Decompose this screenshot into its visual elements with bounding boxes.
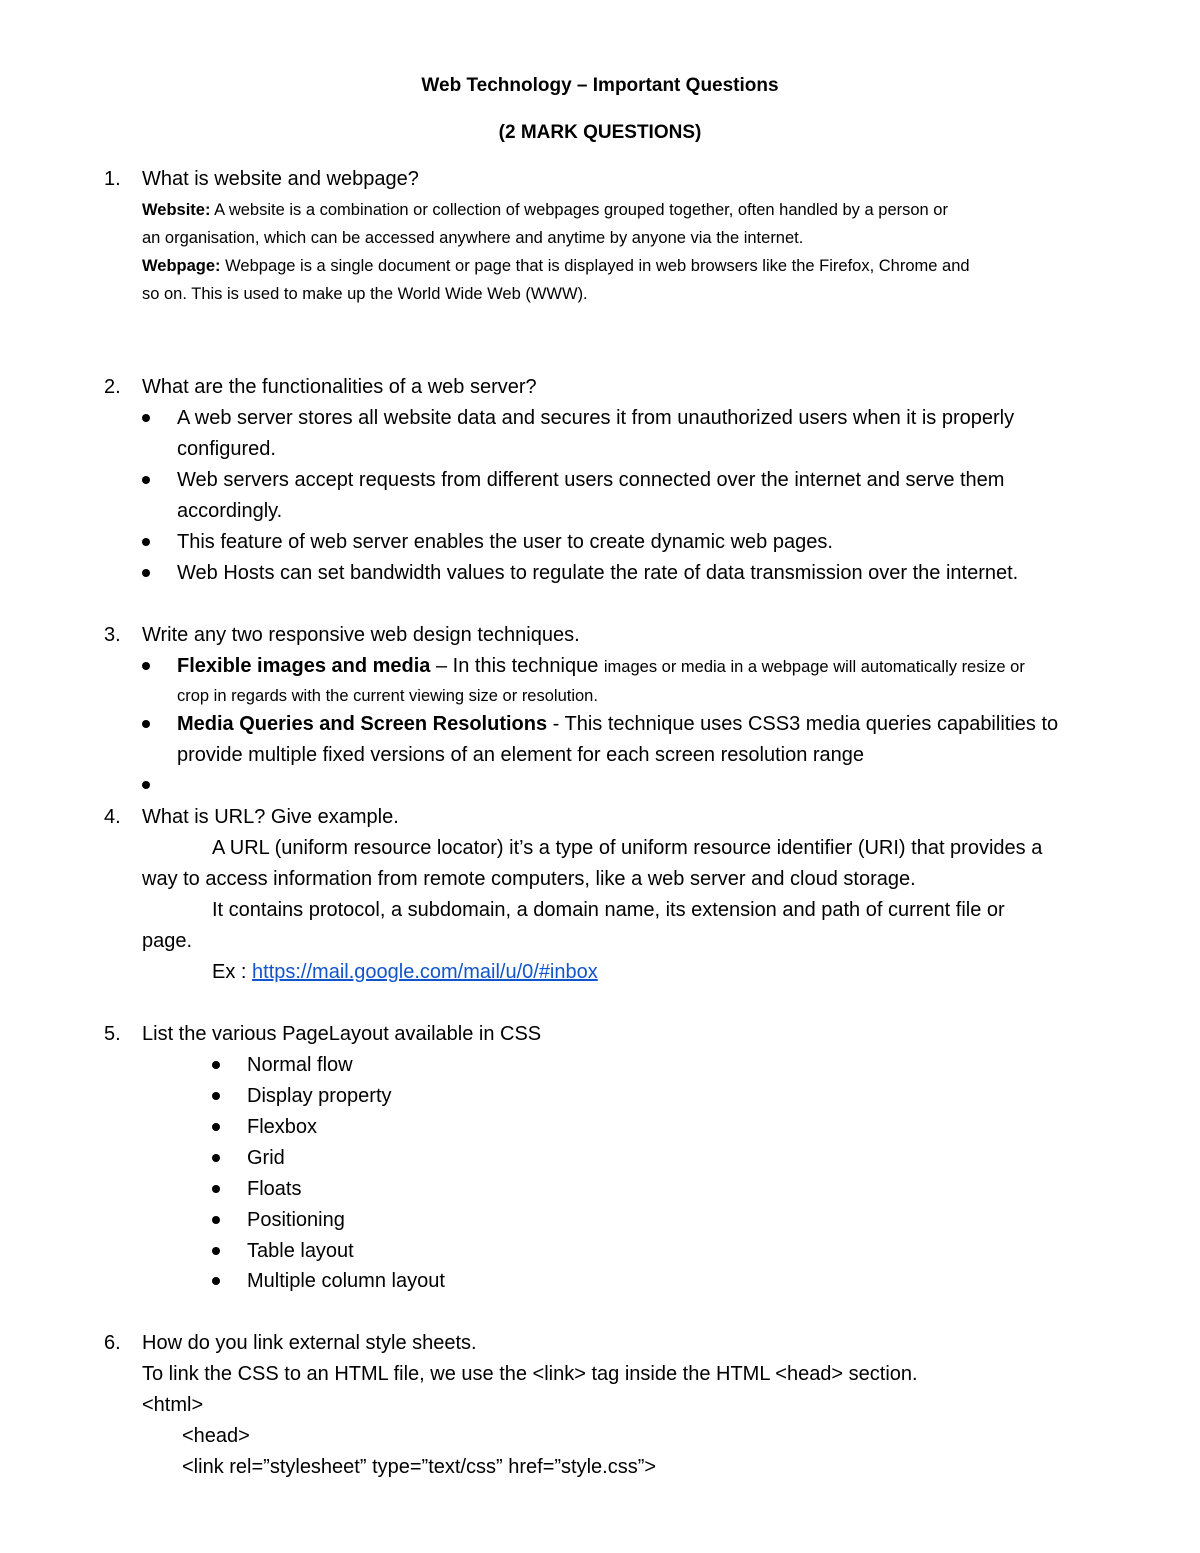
list-item: Positioning (247, 1209, 345, 1231)
code-line: <link rel=”stylesheet” type=”text/css” href=”style.css”> (182, 1456, 657, 1478)
answer-line: page. (142, 930, 193, 952)
bullet-icon (142, 476, 150, 484)
website-text: A website is a combination or collection of webpages grouped together, often handled by a person or (214, 201, 948, 219)
bullet-icon (142, 781, 150, 789)
list-item: Normal flow (247, 1054, 353, 1076)
technique-title: Media Queries and Screen Resolutions (177, 713, 548, 735)
question-number: 1. (104, 168, 121, 190)
bullet-icon (142, 662, 150, 670)
question-number: 5. (104, 1023, 121, 1045)
bullet-icon (212, 1154, 220, 1162)
page-title: Web Technology – Important Questions (421, 75, 779, 96)
technique-intro: – In this technique (430, 655, 604, 677)
bullet-text: provide multiple fixed versions of an element for each screen resolution range (177, 744, 865, 766)
bullet-icon (142, 569, 150, 577)
answer-line: way to access information from remote computers, like a web server and cloud storage. (142, 868, 916, 890)
bullet-text: A web server stores all website data and secures it from unauthorized users when it is properly (177, 407, 1015, 429)
bullet-icon (142, 414, 150, 422)
question-text: Write any two responsive web design techniques. (142, 624, 580, 646)
bullet-text: accordingly. (177, 500, 283, 522)
bullet-icon (212, 1061, 220, 1069)
question-text: What is website and webpage? (142, 168, 419, 190)
list-item: Floats (247, 1178, 302, 1200)
bullet-text (177, 712, 1058, 736)
example-line (212, 960, 598, 984)
technique-desc: images or media in a webpage will automatically resize or (603, 658, 1025, 676)
question-text: How do you link external style sheets. (142, 1332, 477, 1354)
answer-line (142, 198, 948, 222)
technique-title: Flexible images and media (177, 655, 431, 677)
answer-line: It contains protocol, a subdomain, a domain name, its extension and path of current file or (212, 899, 1005, 921)
bullet-text: Web servers accept requests from different users connected over the internet and serve them (177, 469, 1005, 491)
bullet-icon (212, 1123, 220, 1131)
website-label: Website: (142, 201, 211, 219)
page-subtitle: (2 MARK QUESTIONS) (498, 122, 702, 143)
bullet-text (177, 654, 1025, 679)
bullet-text: configured. (177, 438, 276, 460)
bullet-text: crop in regards with the current viewing size or resolution. (177, 687, 598, 705)
list-item: Grid (247, 1147, 285, 1169)
bullet-icon (212, 1216, 220, 1224)
example-link[interactable]: https://mail.google.com/mail/u/0/#inbox (252, 961, 598, 983)
code-line: <head> (182, 1425, 250, 1447)
question-number: 3. (104, 624, 121, 646)
answer-line (142, 254, 970, 278)
list-item: Table layout (247, 1240, 354, 1262)
bullet-icon (142, 538, 150, 546)
bullet-icon (212, 1092, 220, 1100)
bullet-icon (212, 1247, 220, 1255)
bullet-text: This feature of web server enables the user to create dynamic web pages. (177, 531, 833, 553)
question-number: 6. (104, 1332, 121, 1354)
question-number: 4. (104, 806, 121, 828)
answer-line: To link the CSS to an HTML file, we use the <link> tag inside the HTML <head> section. (142, 1363, 918, 1385)
question-text: What are the functionalities of a web server? (142, 376, 537, 398)
technique-desc: - This technique uses CSS3 media queries capabilities to (547, 713, 1059, 735)
answer-line: an organisation, which can be accessed anywhere and anytime by anyone via the internet. (142, 229, 804, 247)
webpage-label: Webpage: (142, 257, 221, 275)
answer-line: A URL (uniform resource locator) it’s a type of uniform resource identifier (URI) that provides a (212, 837, 1043, 859)
question-number: 2. (104, 376, 121, 398)
bullet-icon (212, 1277, 220, 1285)
list-item: Flexbox (247, 1116, 318, 1138)
list-item: Multiple column layout (247, 1270, 445, 1292)
list-item: Display property (247, 1085, 392, 1107)
code-line: <html> (142, 1394, 204, 1416)
example-label: Ex : (212, 961, 253, 983)
answer-line: so on. This is used to make up the World Wide Web (WWW). (142, 285, 588, 303)
bullet-text: Web Hosts can set bandwidth values to regulate the rate of data transmission over the internet. (177, 562, 1019, 584)
question-text: What is URL? Give example. (142, 806, 399, 828)
bullet-icon (212, 1185, 220, 1193)
bullet-icon (142, 720, 150, 728)
webpage-text: Webpage is a single document or page that is displayed in web browsers like the Firefox, Chrome and (225, 257, 970, 275)
question-text: List the various PageLayout available in CSS (142, 1023, 542, 1045)
